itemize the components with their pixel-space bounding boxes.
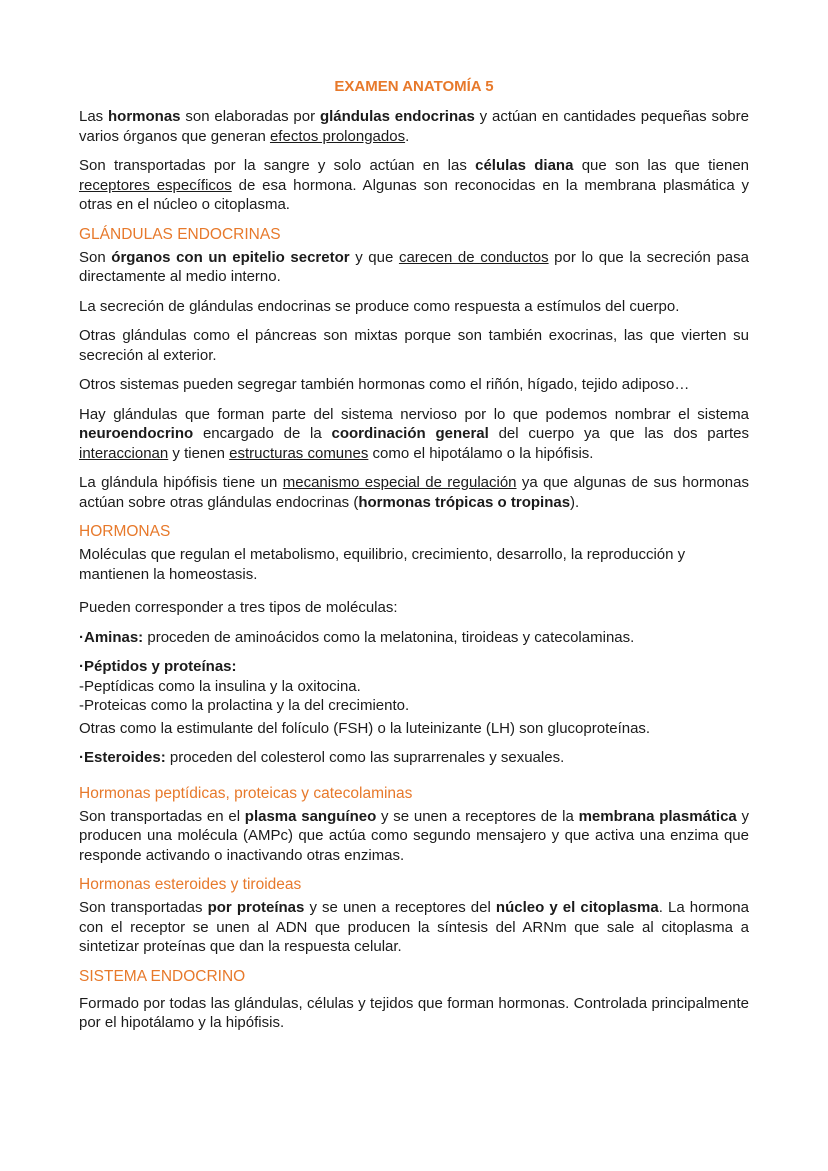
- text: son elaboradas por: [180, 108, 320, 125]
- glandulas-paragraph-3: Otras glándulas como el páncreas son mixtas porque son también exocrinas, las que vierten su secreción al exterior.: [79, 327, 749, 364]
- document-page: [79, 78, 749, 1043]
- glandulas-paragraph-6: [79, 473, 749, 512]
- text: por lo que la secreción pasa directamente al medio interno.: [79, 248, 749, 285]
- section-heading-peptidicas: Hormonas peptídicas, proteicas y catecolaminas: [79, 784, 413, 802]
- glandulas-paragraph-4: Otros sistemas pueden segregar también hormonas como el riñón, hígado, tejido adiposo…: [79, 376, 690, 393]
- underlined-term: efectos prolongados: [269, 127, 406, 145]
- page-title: EXAMEN ANATOMÍA 5: [334, 78, 494, 95]
- hormonas-paragraph-1: Moléculas que regulan el metabolismo, equilibrio, crecimiento, desarrollo, la reproducción y mantienen la homeostasis.: [79, 546, 686, 583]
- text: y que: [349, 248, 399, 266]
- bold-term: órganos con un epitelio secretor: [111, 248, 350, 266]
- text: ).: [570, 493, 580, 511]
- esteroides-paragraph: [79, 898, 749, 957]
- text: y actúan en cantidades pequeñas sobre varios órganos que generan: [79, 108, 749, 145]
- text: Son transportadas en el: [79, 807, 245, 825]
- esteroides-item: [79, 748, 749, 768]
- text: de esa hormona. Algunas son reconocidas en la membrana plasmática y otras en el núcleo o citoplasma.: [79, 176, 750, 213]
- bold-term: ·Péptidos y proteínas:: [79, 658, 237, 675]
- bold-term: neuroendocrino: [79, 425, 194, 442]
- text: Hay glándulas que forman parte del sistema nervioso por lo que podemos nombrar el sistema: [79, 405, 749, 423]
- text: y tienen: [168, 444, 230, 462]
- peptidos-line-3: Otras como la estimulante del folículo (FSH) o la luteinizante (LH) son glucoproteínas.: [79, 719, 651, 737]
- glandulas-paragraph-1: [79, 248, 749, 287]
- bold-term: coordinación general: [331, 425, 489, 442]
- sistema-paragraph: Formado por todas las glándulas, células y tejidos que forman hormonas. Controlada principalmente por el hipotálamo y la hipófisis.: [79, 994, 749, 1031]
- peptidos-line-1: -Peptídicas como la insulina y la oxitocina.: [79, 677, 361, 695]
- text: Son: [79, 248, 112, 266]
- text: La glándula hipófisis tiene un: [79, 474, 283, 491]
- underlined-term: mecanismo especial de regulación: [282, 474, 517, 491]
- text: ya que algunas de sus hormonas actúan sobre otras glándulas endocrinas (: [79, 474, 749, 511]
- text: . La hormona con el receptor se unen al ADN que producen la síntesis del ARNm que sale al citoplasma a sintetizar proteínas que dan la respuesta celular.: [79, 899, 749, 955]
- peptidos-line-2: -Proteicas como la prolactina y la del crecimiento.: [79, 697, 410, 714]
- text: del cuerpo ya que las dos partes: [488, 425, 749, 442]
- text: Son transportadas por la sangre y solo actúan en las: [79, 157, 476, 174]
- underlined-term: receptores específicos: [79, 176, 232, 194]
- bold-term: plasma sanguíneo: [244, 807, 377, 825]
- text: proceden del colesterol como las suprarrenales y sexuales.: [165, 749, 565, 766]
- text: encargado de la: [193, 425, 332, 442]
- section-heading-esteroides: Hormonas esteroides y tiroideas: [79, 876, 302, 893]
- text: Son transportadas: [79, 899, 208, 916]
- glandulas-paragraph-2: La secreción de glándulas endocrinas se produce como respuesta a estímulos del cuerpo.: [79, 297, 680, 315]
- text: y se unen a receptores de la: [376, 807, 579, 825]
- underlined-term: carecen de conductos: [398, 248, 549, 266]
- bold-term: hormonas: [108, 108, 181, 125]
- bold-term: hormonas trópicas o tropinas: [358, 493, 571, 511]
- section-heading-glandulas: GLÁNDULAS ENDOCRINAS: [79, 225, 281, 243]
- text: Las: [79, 108, 109, 125]
- text: .: [405, 127, 410, 145]
- underlined-term: interaccionan: [79, 444, 169, 462]
- text: y se unen a receptores del: [304, 899, 496, 916]
- bold-term: núcleo y el citoplasma: [495, 899, 659, 916]
- bold-term: células diana: [475, 157, 574, 174]
- text: proceden de aminoácidos como la melatonina, tiroideas y catecolaminas.: [143, 628, 635, 646]
- hormonas-paragraph-2: Pueden corresponder a tres tipos de moléculas:: [79, 599, 398, 616]
- aminas-item: [79, 628, 749, 648]
- intro-paragraph-2: [79, 156, 749, 215]
- peptidicas-paragraph: [79, 807, 749, 866]
- bold-term: membrana plasmática: [578, 807, 737, 825]
- intro-paragraph-1: [79, 107, 749, 146]
- underlined-term: estructuras comunes: [229, 444, 369, 462]
- text: como el hipotálamo o la hipófisis.: [368, 444, 594, 462]
- glandulas-paragraph-5: [79, 405, 749, 464]
- text: que son las que tienen: [573, 157, 750, 174]
- section-heading-hormonas: HORMONAS: [79, 523, 171, 540]
- bold-term: por proteínas: [207, 899, 305, 916]
- bold-term: ·Esteroides:: [79, 749, 166, 766]
- section-heading-sistema: SISTEMA ENDOCRINO: [79, 967, 246, 985]
- peptidos-item-title: [79, 657, 749, 677]
- bold-term: ·Aminas:: [79, 628, 144, 646]
- bold-term: glándulas endocrinas: [319, 108, 475, 125]
- text: y producen una molécula (AMPc) que actúa como segundo mensajero y que activa una enzima que responde activando o inactivando otras enzimas.: [79, 807, 750, 864]
